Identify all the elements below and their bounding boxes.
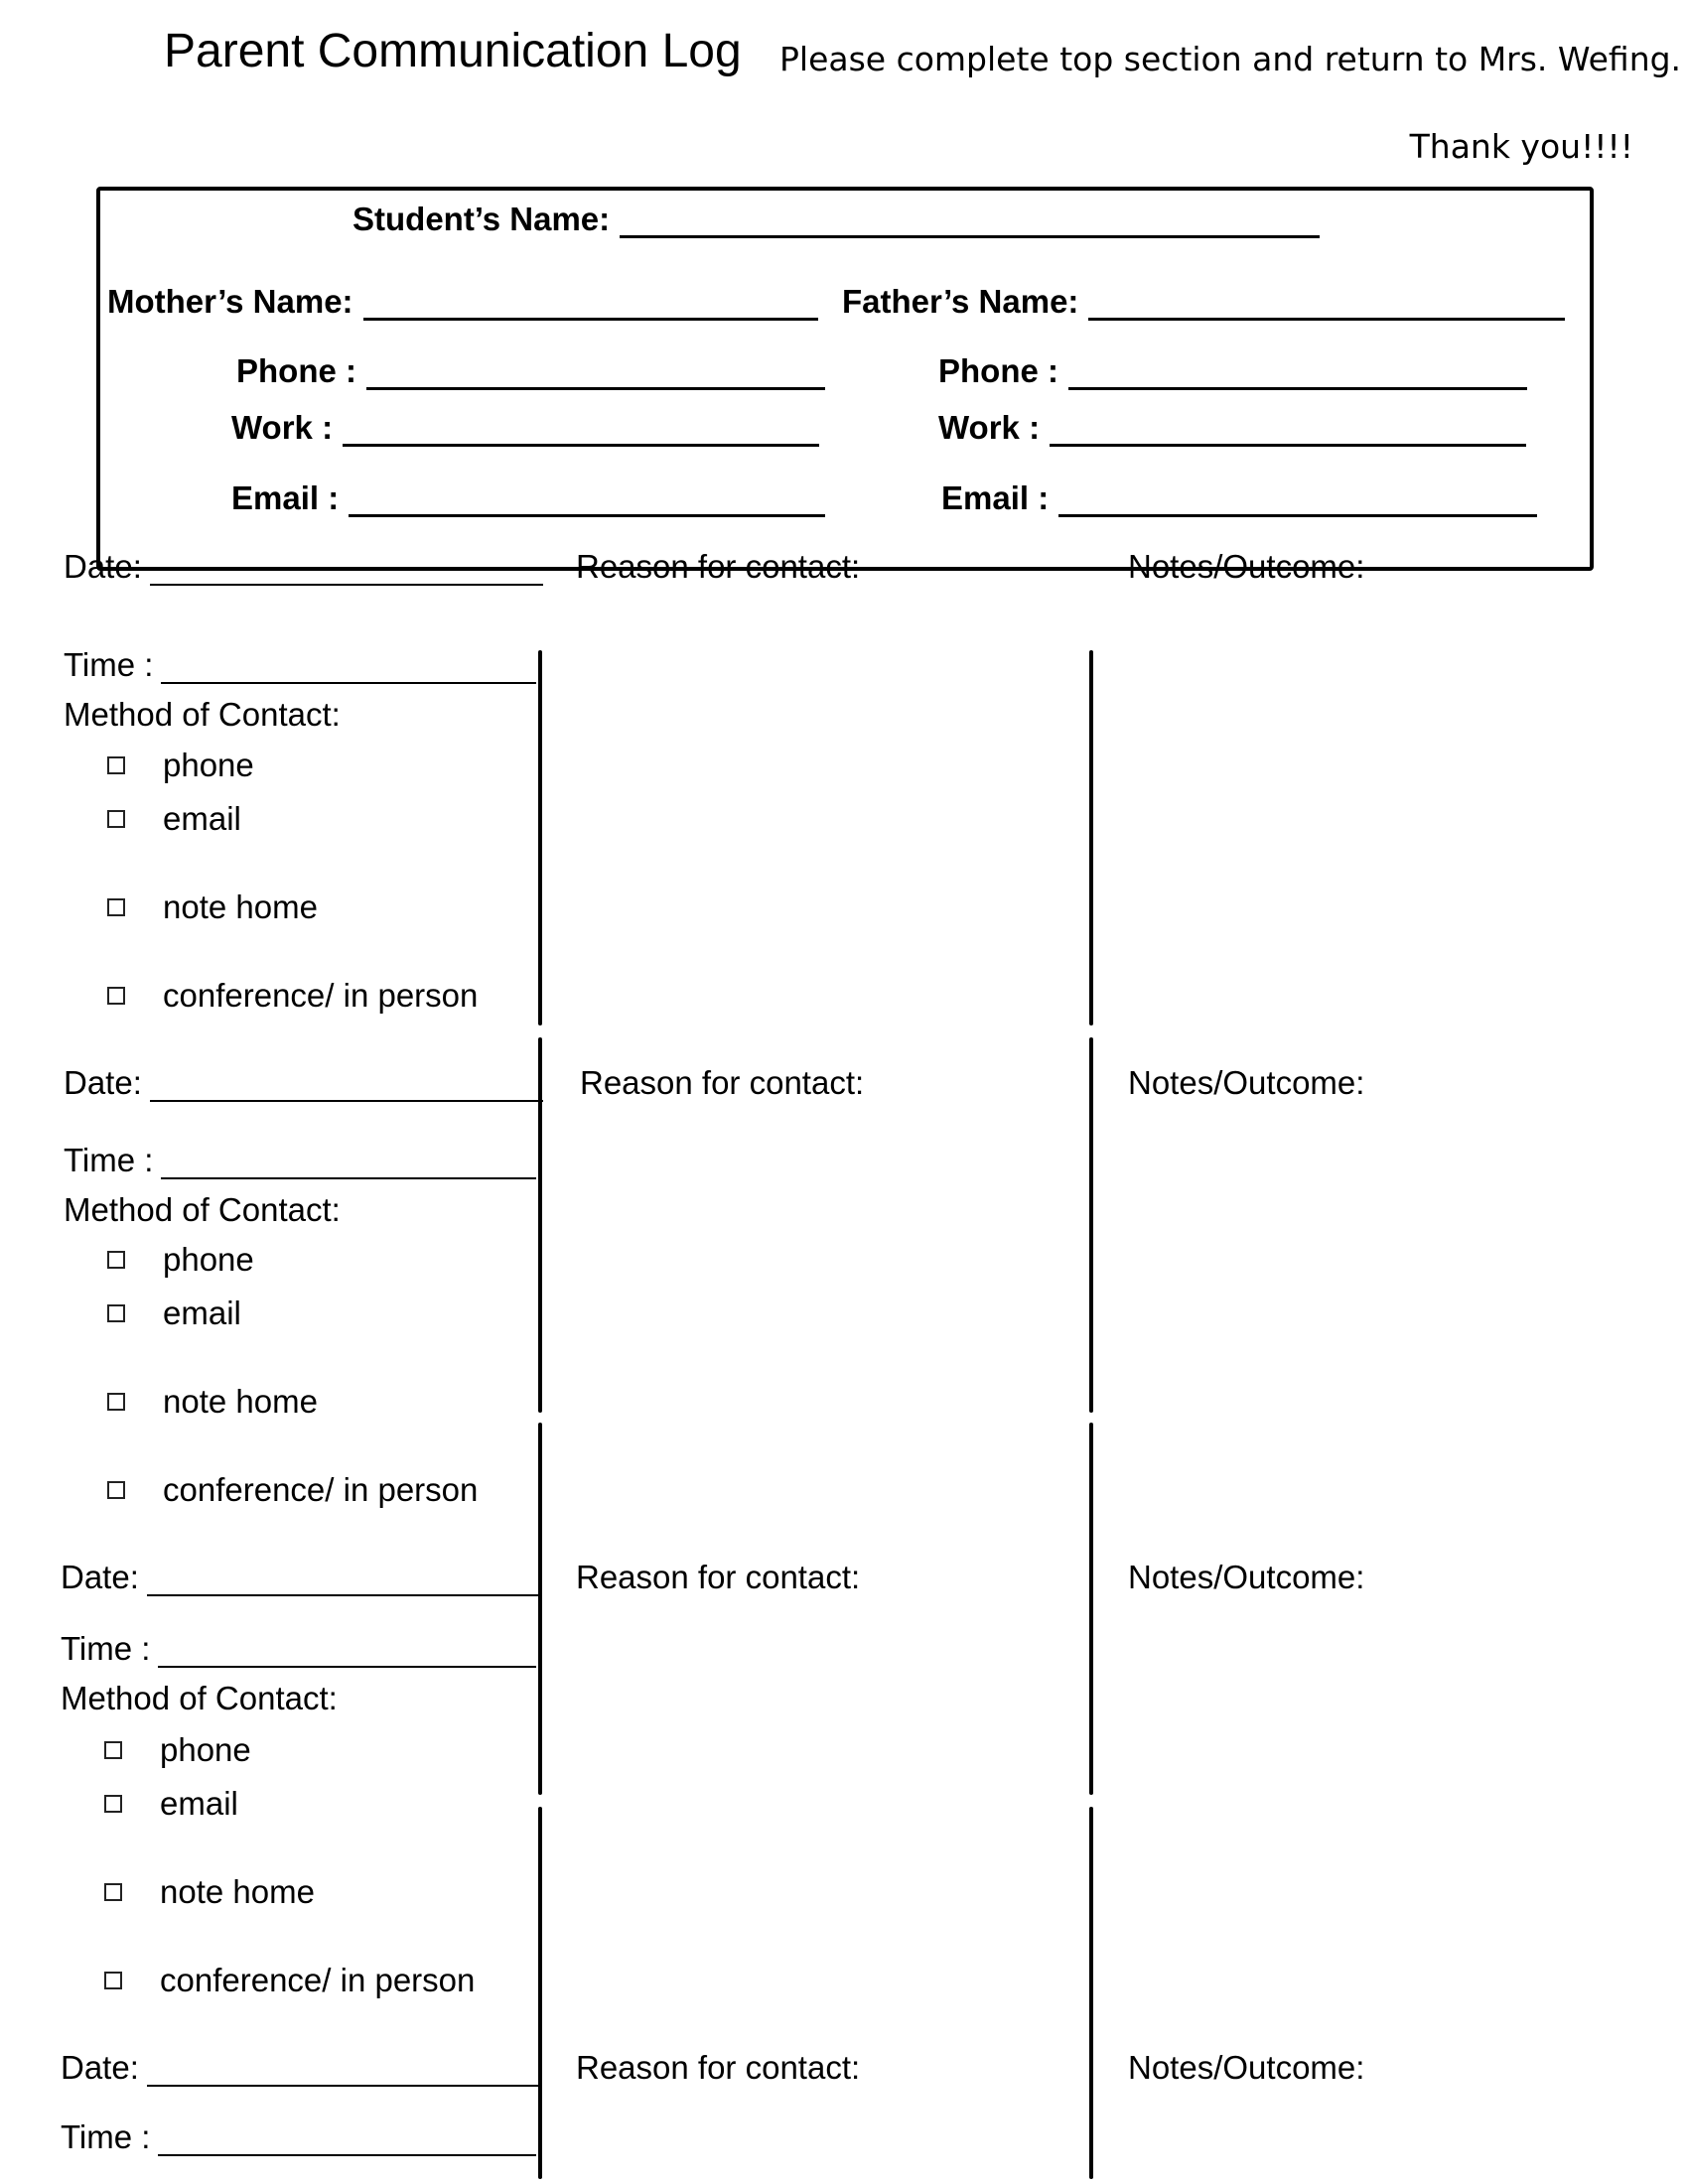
entry-4-reason-label: Reason for contact:	[576, 2049, 861, 2086]
option-label: phone	[160, 1731, 251, 1768]
entry-1-option-note-home[interactable]	[107, 888, 318, 926]
entry-3-option-note-home[interactable]	[104, 1873, 315, 1911]
entry-3-option-phone[interactable]	[104, 1731, 251, 1769]
father-email-label: Email :	[941, 479, 1050, 516]
checkbox-icon[interactable]	[107, 1393, 125, 1411]
date-label: Date:	[64, 548, 142, 585]
entry-3-reason-label: Reason for contact:	[576, 1559, 861, 1595]
entry-3-time-field[interactable]	[61, 1630, 536, 1668]
option-label: note home	[160, 1873, 315, 1910]
checkbox-icon[interactable]	[107, 987, 125, 1005]
checkbox-icon[interactable]	[104, 1741, 122, 1759]
column-divider	[1089, 1037, 1093, 1413]
father-name-label: Father’s Name:	[842, 283, 1079, 320]
entry-1-option-conference[interactable]	[107, 977, 478, 1015]
checkbox-icon[interactable]	[107, 898, 125, 916]
column-divider	[1089, 1807, 1093, 2179]
date-line[interactable]	[147, 2057, 540, 2087]
entry-1-notes-label: Notes/Outcome:	[1128, 548, 1365, 585]
date-label: Date:	[61, 1559, 139, 1595]
entry-3-option-conference[interactable]	[104, 1962, 475, 1999]
checkbox-icon[interactable]	[107, 756, 125, 774]
option-label: conference/ in person	[160, 1962, 476, 1998]
entry-1-reason-label: Reason for contact:	[576, 548, 861, 585]
column-divider	[1089, 650, 1093, 1025]
option-label: note home	[163, 888, 318, 925]
mother-work-label: Work :	[231, 409, 334, 446]
checkbox-icon[interactable]	[107, 810, 125, 828]
entry-2-method-label: Method of Contact:	[64, 1191, 341, 1228]
entry-2-option-phone[interactable]	[107, 1241, 254, 1279]
time-label: Time :	[61, 2118, 151, 2155]
entry-1-option-email[interactable]	[107, 800, 241, 838]
entry-3-notes-label: Notes/Outcome:	[1128, 1559, 1365, 1595]
checkbox-icon[interactable]	[107, 1304, 125, 1322]
column-divider	[1089, 1423, 1093, 1795]
mother-email-label: Email :	[231, 479, 340, 516]
entry-2-option-note-home[interactable]	[107, 1383, 318, 1421]
option-label: conference/ in person	[163, 977, 479, 1014]
date-label: Date:	[61, 2049, 139, 2086]
entry-2-option-email[interactable]	[107, 1295, 241, 1332]
checkbox-icon[interactable]	[104, 1883, 122, 1901]
option-label: email	[160, 1785, 238, 1822]
column-divider	[538, 650, 542, 1025]
entry-3-option-email[interactable]	[104, 1785, 238, 1823]
thanks-text: Thank you!!!!	[1409, 127, 1633, 166]
entry-1-option-phone[interactable]	[107, 747, 254, 784]
date-line[interactable]	[147, 1567, 540, 1596]
option-label: phone	[163, 1241, 254, 1278]
time-line[interactable]	[161, 1150, 536, 1179]
entry-4-time-field[interactable]	[61, 2118, 536, 2156]
entry-4-date-field[interactable]	[61, 2049, 540, 2087]
page-title: Parent Communication Log	[164, 25, 742, 77]
father-phone-label: Phone :	[938, 352, 1058, 389]
option-label: email	[163, 1295, 241, 1331]
time-line[interactable]	[161, 654, 536, 684]
parent-info-box	[96, 187, 1594, 571]
entry-3-date-field[interactable]	[61, 1559, 540, 1596]
time-label: Time :	[64, 646, 154, 683]
checkbox-icon[interactable]	[104, 1972, 122, 1989]
option-label: note home	[163, 1383, 318, 1420]
entry-2-option-conference[interactable]	[107, 1471, 478, 1509]
option-label: phone	[163, 747, 254, 783]
option-label: email	[163, 800, 241, 837]
date-label: Date:	[64, 1064, 142, 1101]
entry-3-method-label: Method of Contact:	[61, 1680, 338, 1716]
entry-2-notes-label: Notes/Outcome:	[1128, 1064, 1365, 1101]
mother-phone-label: Phone :	[236, 352, 356, 389]
time-label: Time :	[64, 1142, 154, 1178]
entry-1-time-field[interactable]	[64, 646, 536, 684]
column-divider	[538, 1423, 542, 1795]
checkbox-icon[interactable]	[107, 1481, 125, 1499]
student-name-label: Student’s Name:	[352, 201, 611, 237]
entry-2-time-field[interactable]	[64, 1142, 536, 1179]
date-line[interactable]	[150, 1072, 543, 1102]
entry-1-method-label: Method of Contact:	[64, 696, 341, 733]
time-line[interactable]	[158, 1638, 536, 1668]
checkbox-icon[interactable]	[107, 1251, 125, 1269]
time-line[interactable]	[158, 2126, 536, 2156]
column-divider	[538, 1807, 542, 2179]
entry-4-notes-label: Notes/Outcome:	[1128, 2049, 1365, 2086]
father-work-label: Work :	[938, 409, 1041, 446]
mother-name-label: Mother’s Name:	[107, 283, 353, 320]
option-label: conference/ in person	[163, 1471, 479, 1508]
entry-2-reason-label: Reason for contact:	[580, 1064, 865, 1101]
column-divider	[538, 1037, 542, 1413]
checkbox-icon[interactable]	[104, 1795, 122, 1813]
instruction-text: Please complete top section and return to Mrs. Wefing.	[779, 40, 1682, 78]
time-label: Time :	[61, 1630, 151, 1667]
entry-2-date-field[interactable]	[64, 1064, 543, 1102]
